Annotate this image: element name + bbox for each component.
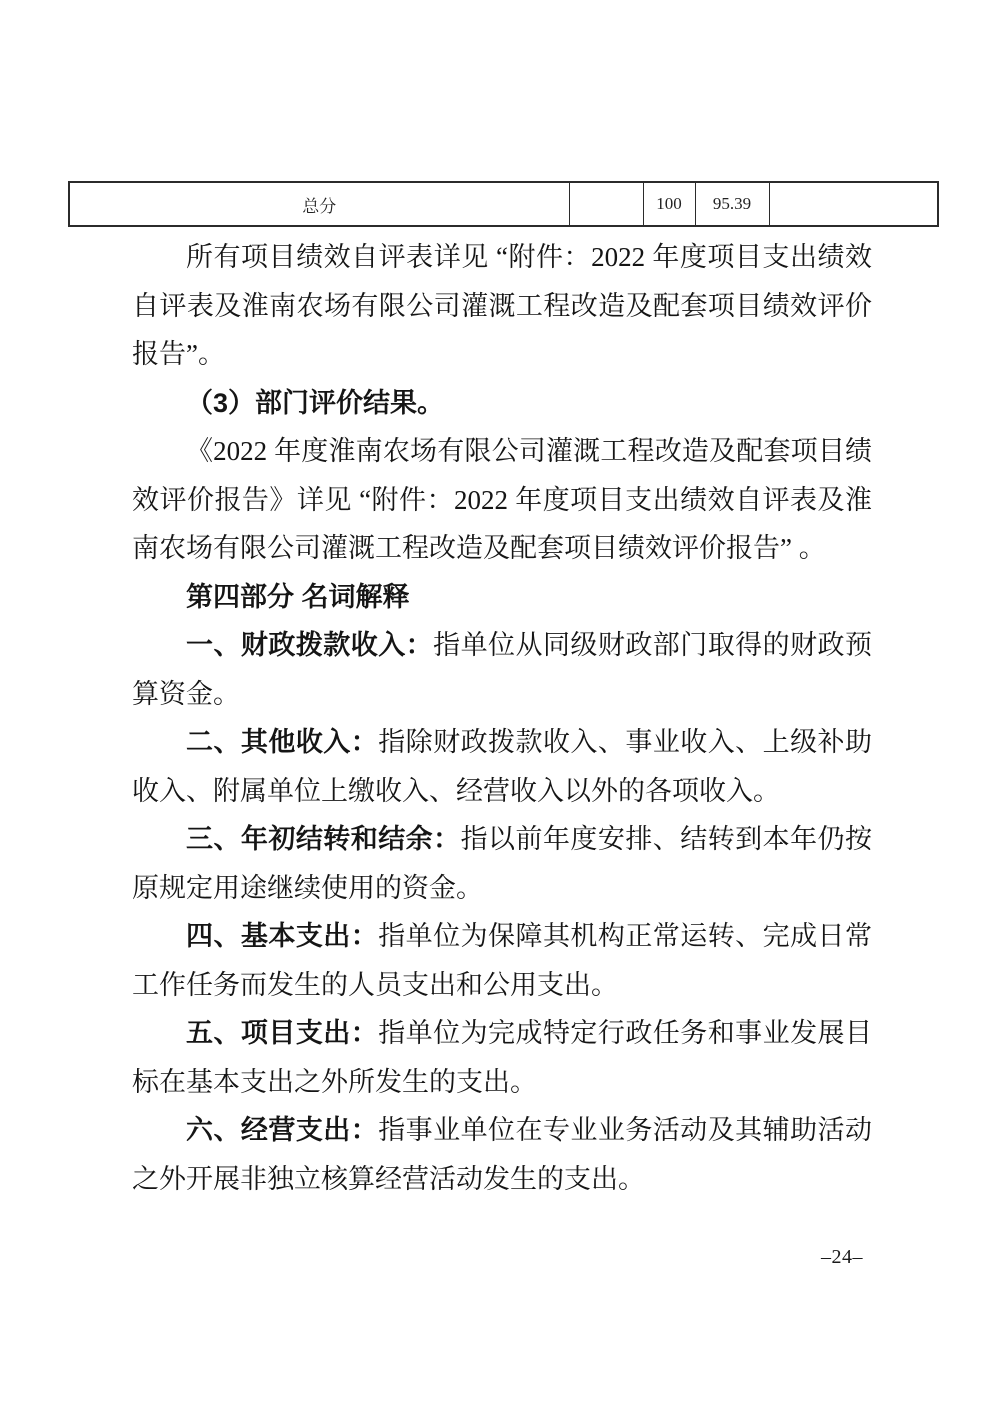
page-number: –24– [821, 1246, 863, 1268]
paragraph-self-eval-note: 所有项目绩效自评表详见 “附件：2022 年度项目支出绩效自评表及淮南农场有限公司灌溉工程改造及配套项目绩效评价报告”。 [132, 242, 872, 369]
term-lead: 五、项目支出： [186, 1018, 379, 1048]
term-lead: 一、财政拨款收入： [186, 630, 434, 660]
term-paragraph-fiscal-appropriation [132, 621, 872, 718]
content-area [132, 233, 872, 1203]
heading-part4-title: 第四部分 名词解释 [186, 581, 410, 612]
score-empty-cell-1 [569, 182, 643, 226]
score-summary-table [68, 181, 939, 227]
term-paragraph-carryover [132, 815, 872, 912]
score-empty-cell-2 [769, 182, 938, 226]
term-body: 指单位为保障其机构正常运转、完成日常工作任务而发生的人员支出和公用支出。 [132, 921, 873, 1000]
heading-dept-eval-result: （3）部门评价结果。 [186, 387, 445, 418]
score-value-cell: 95.39 [695, 182, 769, 226]
term-paragraph-basic-expenditure [132, 912, 872, 1009]
term-lead: 六、经营支出： [186, 1115, 379, 1145]
term-body: 指事业单位在专业业务活动及其辅助活动之外开展非独立核算经营活动发生的支出。 [132, 1115, 873, 1194]
term-body: 指除财政拨款收入、事业收入、上级补助收入、附属单位上缴收入、经营收入以外的各项收入。 [132, 727, 873, 806]
term-body: 指单位为完成特定行政任务和事业发展目标在基本支出之外所发生的支出。 [132, 1018, 873, 1097]
score-full-score-cell: 100 [643, 182, 695, 226]
term-lead: 三、年初结转和结余： [186, 824, 461, 854]
term-lead: 四、基本支出： [186, 921, 379, 951]
term-paragraph-project-expenditure [132, 1009, 872, 1106]
score-row-label-cell: 总分 [69, 182, 569, 226]
paragraph-dept-eval-report: 《2022 年度淮南农场有限公司灌溉工程改造及配套项目绩效评价报告》详见 “附件：2022 年度项目支出绩效自评表及淮南农场有限公司灌溉工程改造及配套项目绩效评价报告” 。 [132, 436, 872, 563]
term-body: 指单位从同级财政部门取得的财政预算资金。 [132, 630, 872, 709]
score-total-row [69, 182, 938, 226]
term-body: 指以前年度安排、结转到本年仍按原规定用途继续使用的资金。 [132, 824, 873, 903]
term-paragraph-other-income [132, 718, 872, 815]
term-paragraph-operating-expenditure [132, 1106, 872, 1203]
term-lead: 二、其他收入： [186, 727, 379, 757]
